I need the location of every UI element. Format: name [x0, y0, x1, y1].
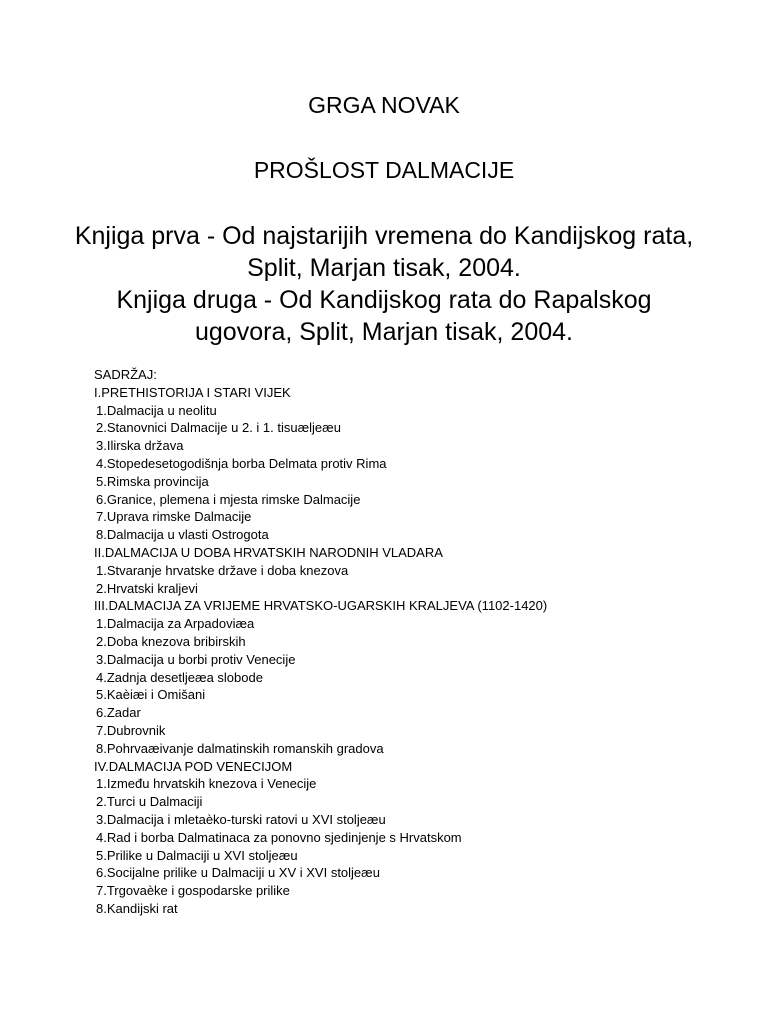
book-volumes	[70, 220, 698, 348]
toc-part: IV.DALMACIJA POD VENECIJOM	[94, 758, 293, 774]
toc-chapter: 7.Dubrovnik	[96, 722, 166, 738]
toc-part: III.DALMACIJA ZA VRIJEME HRVATSKO-UGARSKIH KRALJEVA (1102-1420)	[94, 598, 548, 614]
toc-chapter: 2.Stanovnici Dalmacije u 2. i 1. tisuæljeæu	[96, 420, 341, 436]
toc-chapter: 7.Uprava rimske Dalmacije	[96, 509, 252, 525]
volume-one: Knjiga prva - Od najstarijih vremena do Kandijskog rata, Split, Marjan tisak, 2004.	[74, 222, 694, 282]
toc-chapter: 2.Turci u Dalmaciji	[96, 794, 203, 810]
toc-chapter: 3.Dalmacija i mletaèko-turski ratovi u XVI stoljeæu	[96, 811, 386, 827]
toc-chapter: 4.Zadnja desetljeæa slobode	[96, 669, 263, 685]
toc-part: II.DALMACIJA U DOBA HRVATSKIH NARODNIH VLADARA	[94, 544, 443, 560]
toc-chapter: 7.Trgovaèke i gospodarske prilike	[96, 883, 290, 899]
toc-chapter: 6.Granice, plemena i mjesta rimske Dalmacije	[96, 491, 361, 507]
volume-two: Knjiga druga - Od Kandijskog rata do Rapalskog ugovora, Split, Marjan tisak, 2004.	[116, 286, 652, 346]
book-title: PROŠLOST DALMACIJE	[253, 157, 515, 183]
toc-chapter: 1.Između hrvatskih knezova i Venecije	[96, 776, 317, 792]
toc-chapter: 6.Zadar	[96, 705, 141, 721]
toc-chapter: 1.Dalmacija za Arpadoviæa	[96, 616, 255, 632]
toc-chapter: 8.Dalmacija u vlasti Ostrogota	[96, 527, 269, 543]
toc-chapter: 4.Stopedesetogodišnja borba Delmata protiv Rima	[96, 455, 387, 471]
toc-chapter: 3.Dalmacija u borbi protiv Venecije	[96, 651, 296, 667]
toc-chapter: 1.Stvaranje hrvatske države i doba knezova	[96, 562, 349, 578]
toc-chapter: 2.Hrvatski kraljevi	[96, 580, 198, 596]
toc-chapter: 3.Ilirska država	[96, 438, 184, 454]
toc-part: I.PRETHISTORIJA I STARI VIJEK	[94, 384, 291, 400]
toc-chapter: 4.Rad i borba Dalmatinaca za ponovno sjedinjenje s Hrvatskom	[96, 829, 462, 845]
toc-chapter: 5.Kaèiæi i Omišani	[96, 687, 206, 703]
toc-chapter: 6.Socijalne prilike u Dalmaciji u XV i XVI stoljeæu	[96, 865, 380, 881]
toc-chapter: 1.Dalmacija u neolitu	[96, 402, 217, 418]
toc-chapter: 2.Doba knezova bribirskih	[96, 633, 246, 649]
toc-chapter: 5.Prilike u Dalmaciji u XVI stoljeæu	[96, 847, 298, 863]
author-name: GRGA NOVAK	[308, 92, 460, 118]
toc-chapter: 8.Kandijski rat	[96, 900, 178, 916]
table-of-contents	[94, 366, 694, 918]
toc-chapter: 8.Pohrvaæivanje dalmatinskih romanskih gradova	[96, 740, 384, 756]
toc-chapter: 5.Rimska provincija	[96, 473, 209, 489]
toc-heading: SADRŽAJ:	[94, 367, 157, 382]
